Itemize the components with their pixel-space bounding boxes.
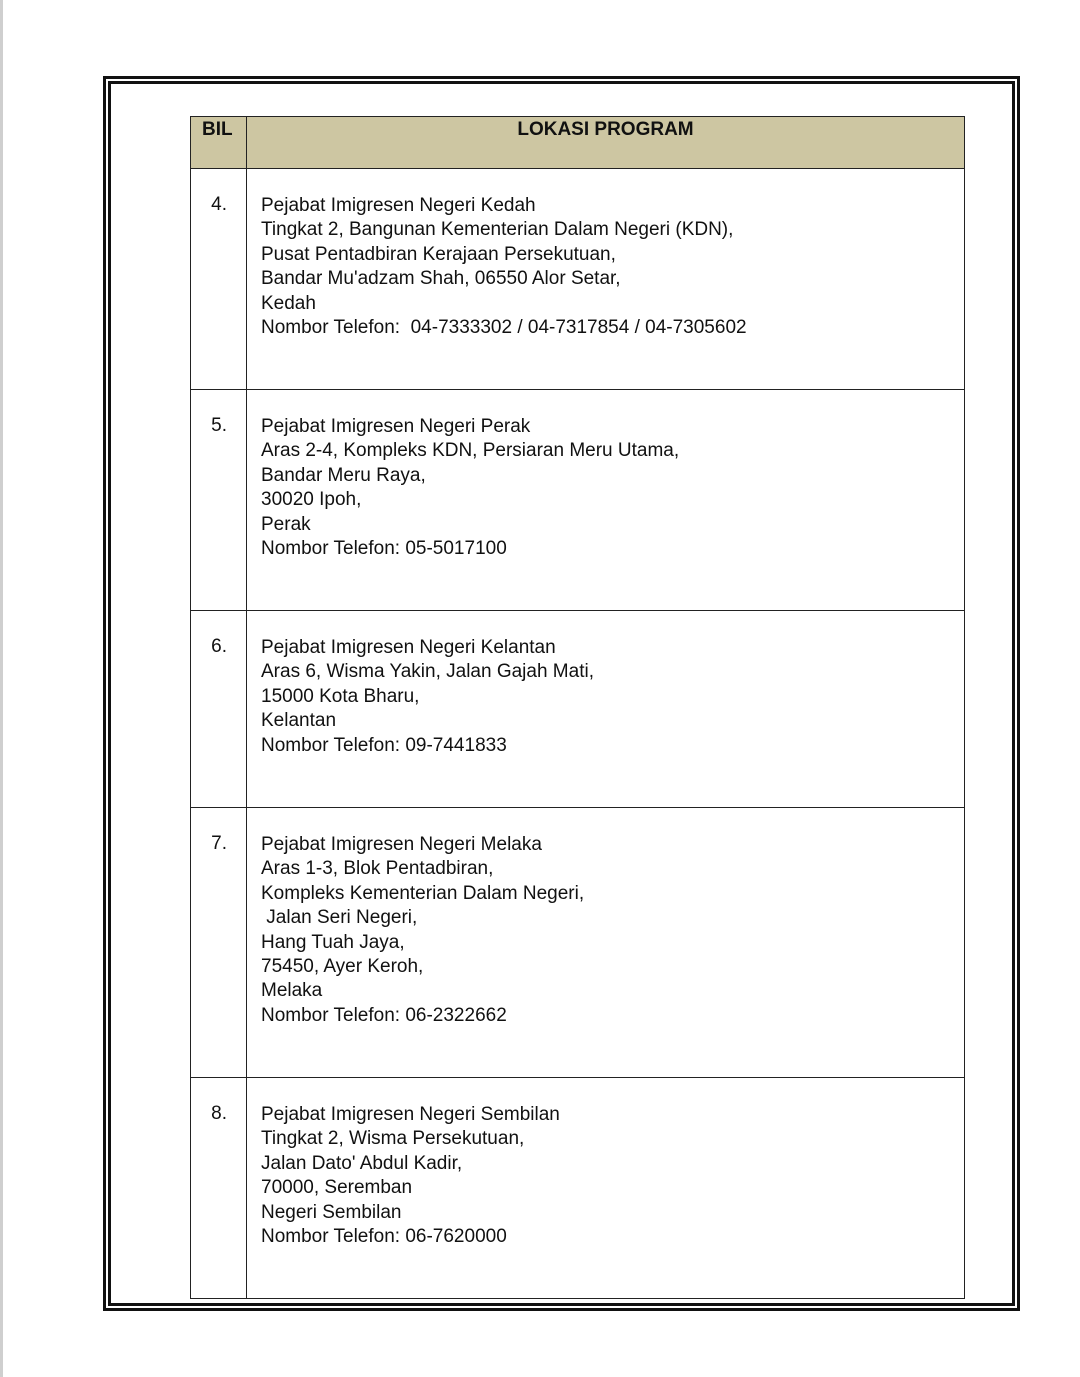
address-line: Tingkat 2, Wisma Persekutuan, [261, 1128, 525, 1150]
phone-line: Nombor Telefon: 06-7620000 [261, 1226, 507, 1248]
location-table [190, 116, 965, 1299]
row-number: 8. [191, 1078, 247, 1299]
location-cell [247, 611, 965, 808]
address-line: Bandar Meru Raya, [261, 464, 426, 486]
address-line: Kelantan [261, 710, 337, 732]
address-line: Pusat Pentadbiran Kerajaan Persekutuan, [261, 243, 616, 265]
address-line: Melaka [261, 980, 323, 1002]
location-cell [247, 808, 965, 1078]
table-row [191, 611, 965, 808]
address-line: Bandar Mu'adzam Shah, 06550 Alor Setar, [261, 268, 621, 290]
header-lokasi-program: LOKASI PROGRAM [247, 117, 965, 169]
page-left-edge [0, 0, 3, 1377]
row-number: 7. [191, 808, 247, 1078]
row-number: 6. [191, 611, 247, 808]
address-line: 15000 Kota Bharu, [261, 685, 420, 707]
table-header-row [191, 117, 965, 169]
office-name: Pejabat Imigresen Negeri Kedah [261, 195, 536, 216]
address-line: Tingkat 2, Bangunan Kementerian Dalam Negeri (KDN), [261, 219, 734, 241]
table-row [191, 390, 965, 611]
office-name: Pejabat Imigresen Negeri Sembilan [261, 1104, 560, 1125]
address-line: Aras 1-3, Blok Pentadbiran, [261, 858, 494, 880]
office-name: Pejabat Imigresen Negeri Kelantan [261, 637, 556, 658]
phone-line: Nombor Telefon: 05-5017100 [261, 538, 507, 560]
office-name: Pejabat Imigresen Negeri Perak [261, 416, 531, 437]
table-row [191, 1078, 965, 1299]
address-line: Aras 2-4, Kompleks KDN, Persiaran Meru Utama, [261, 440, 680, 462]
office-name: Pejabat Imigresen Negeri Melaka [261, 834, 542, 855]
address-line: 70000, Seremban [261, 1177, 413, 1199]
location-cell [247, 1078, 965, 1299]
row-number: 4. [191, 169, 247, 390]
address-line: Kompleks Kementerian Dalam Negeri, [261, 882, 585, 904]
location-cell [247, 390, 965, 611]
row-number: 5. [191, 390, 247, 611]
phone-line: Nombor Telefon: 06-2322662 [261, 1004, 507, 1026]
table-row [191, 169, 965, 390]
address-line: Aras 6, Wisma Yakin, Jalan Gajah Mati, [261, 661, 594, 683]
address-line: Kedah [261, 292, 316, 314]
address-line: Hang Tuah Jaya, [261, 931, 405, 953]
address-line: Jalan Dato' Abdul Kadir, [261, 1152, 463, 1174]
phone-line: Nombor Telefon: 04-7333302 / 04-7317854 / 04-7305602 [261, 317, 747, 339]
header-bil: BIL [191, 117, 247, 169]
address-line: 30020 Ipoh, [261, 489, 362, 511]
phone-line: Nombor Telefon: 09-7441833 [261, 734, 507, 756]
address-line: 75450, Ayer Keroh, [261, 956, 424, 978]
location-cell [247, 169, 965, 390]
address-line: Negeri Sembilan [261, 1201, 402, 1223]
address-line: Jalan Seri Negeri, [261, 907, 418, 929]
address-line: Perak [261, 513, 311, 535]
table-row [191, 808, 965, 1078]
